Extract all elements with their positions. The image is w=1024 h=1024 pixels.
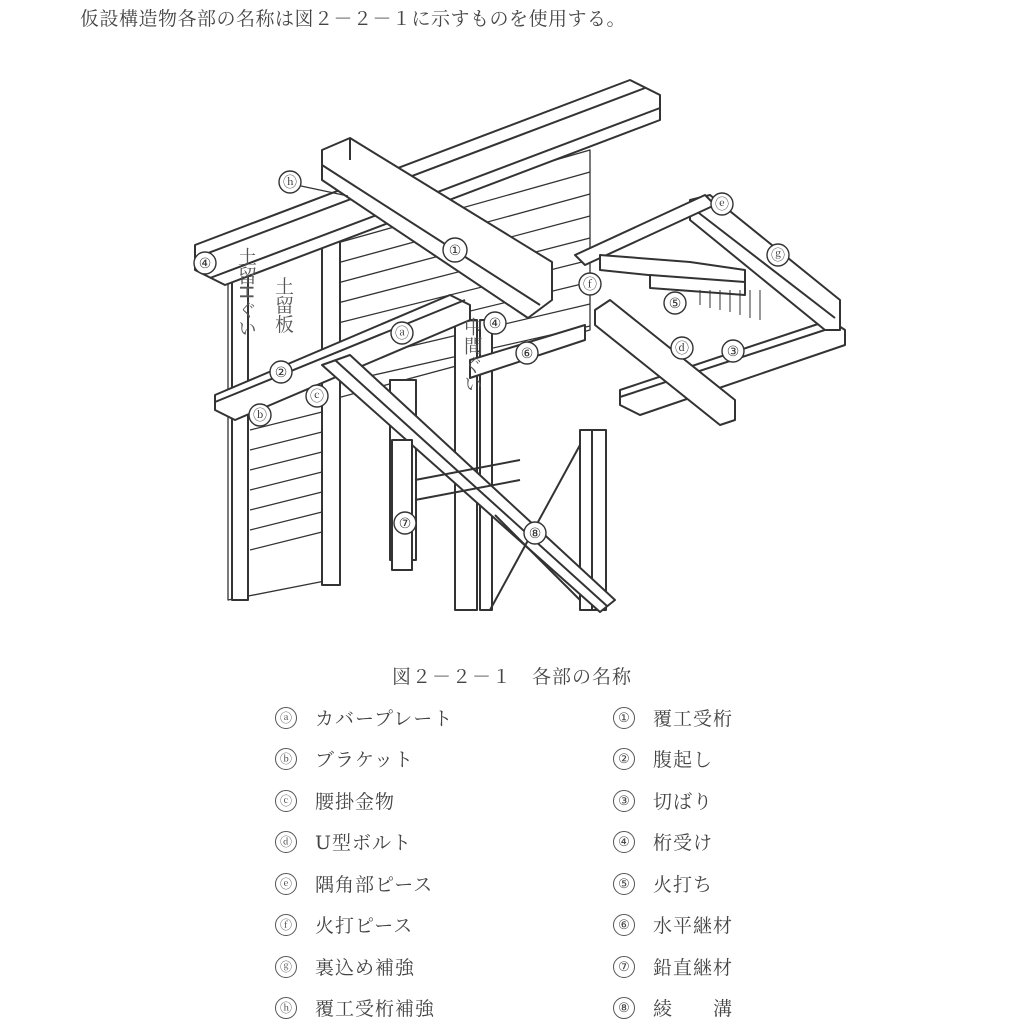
legend-label: 裏込め補強 [315,957,416,979]
svg-text:ⓒ: ⓒ [310,389,324,405]
callout-7 [394,512,416,534]
legend-mark: ⓓ [275,831,297,853]
legend-item-2 [613,745,713,772]
svg-text:④: ④ [198,256,212,272]
svg-text:⑦: ⑦ [398,516,412,532]
label-dome-h: 土留Hぐい [235,246,257,338]
callout-h [279,171,301,193]
svg-text:②: ② [274,365,288,381]
legend-mark: ⓗ [275,997,297,1019]
legend-mark: ③ [613,790,635,812]
legend-item-f [275,911,413,938]
svg-text:①: ① [448,243,462,259]
legend-item-3 [613,787,713,814]
svg-text:ⓑ: ⓑ [253,408,267,424]
legend-label: 切ばり [653,791,714,813]
legend-item-d [275,828,412,855]
callout-g [767,244,789,266]
intro-text: 仮設構造物各部の名称は図２－２－１に示すものを使用する。 [80,8,627,30]
legend-label: 腹起し [653,749,714,771]
callout-6 [516,342,538,364]
legend-label: 鉛直継材 [653,957,734,979]
callout-8 [524,522,546,544]
legend-item-b [275,745,414,772]
legend-item-5 [613,870,713,897]
legend-label: 火打ち [653,874,714,896]
legend-mark: ⓖ [275,956,297,978]
svg-text:ⓕ: ⓕ [583,277,597,293]
callout-e [711,193,733,215]
legend-mark: ① [613,707,635,729]
legend-mark: ② [613,748,635,770]
legend-mark: ⓕ [275,914,297,936]
callout-3 [722,340,744,362]
label-chukan: 中間ぐい [461,317,483,393]
legend-label: 綾 溝 [653,998,734,1020]
callout-4a [194,252,216,274]
callout-2 [270,361,292,383]
legend-mark: ⑦ [613,956,635,978]
legend-item-6 [613,911,733,938]
svg-text:③: ③ [726,344,740,360]
legend-label: 火打ピース [315,915,414,937]
legend-item-a [275,704,453,731]
right-top-waler [575,195,715,265]
legend-mark: ⑤ [613,873,635,895]
callout-a [391,322,413,344]
legend-item-7 [613,953,733,980]
legend-item-1 [613,704,733,731]
svg-text:ⓗ: ⓗ [283,175,297,191]
callout-c [306,385,328,407]
callout-4b [484,312,506,334]
svg-text:④: ④ [488,316,502,332]
callout-d [671,337,693,359]
raker [600,255,745,295]
legend-label: 腰掛金物 [315,791,396,813]
svg-text:ⓓ: ⓓ [675,341,689,357]
svg-text:ⓖ: ⓖ [771,248,785,264]
legend-mark: ④ [613,831,635,853]
legend-label: カバープレート [315,708,454,730]
legend-item-8 [613,994,733,1021]
legend-mark: ⓑ [275,748,297,770]
svg-text:⑥: ⑥ [520,346,534,362]
corner-waler [690,195,840,330]
vertical-joint [392,440,412,570]
legend-mark: ⓒ [275,790,297,812]
legend-item-g [275,953,415,980]
svg-text:ⓔ: ⓔ [715,197,729,213]
legend-label: 桁受け [653,832,714,854]
legend-mark: ⑧ [613,997,635,1019]
label-dome-ita: 土留板 [272,276,294,334]
legend-mark: ⑥ [613,914,635,936]
legend-label: 隅角部ピース [315,874,434,896]
legend-label: U型ボルト [315,832,413,854]
legend-item-h [275,994,435,1021]
legend-mark: ⓐ [275,707,297,729]
legend-mark: ⓔ [275,873,297,895]
legend-item-4 [613,828,713,855]
legend-item-e [275,870,433,897]
svg-text:ⓐ: ⓐ [395,326,409,342]
callout-b [249,404,271,426]
callout-1 [443,238,467,262]
legend-label: 水平継材 [653,915,734,937]
callout-5 [664,292,686,314]
legend-label: ブラケット [315,749,415,771]
right-hatch [700,290,760,320]
legend-item-c [275,787,395,814]
svg-text:⑤: ⑤ [668,296,682,312]
legend-label: 覆工受桁補強 [315,998,436,1020]
figure-caption: 図２－２－１ 各部の名称 [391,666,632,688]
legend-label: 覆工受桁 [653,708,734,730]
svg-text:⑧: ⑧ [528,526,542,542]
callout-f [579,273,601,295]
